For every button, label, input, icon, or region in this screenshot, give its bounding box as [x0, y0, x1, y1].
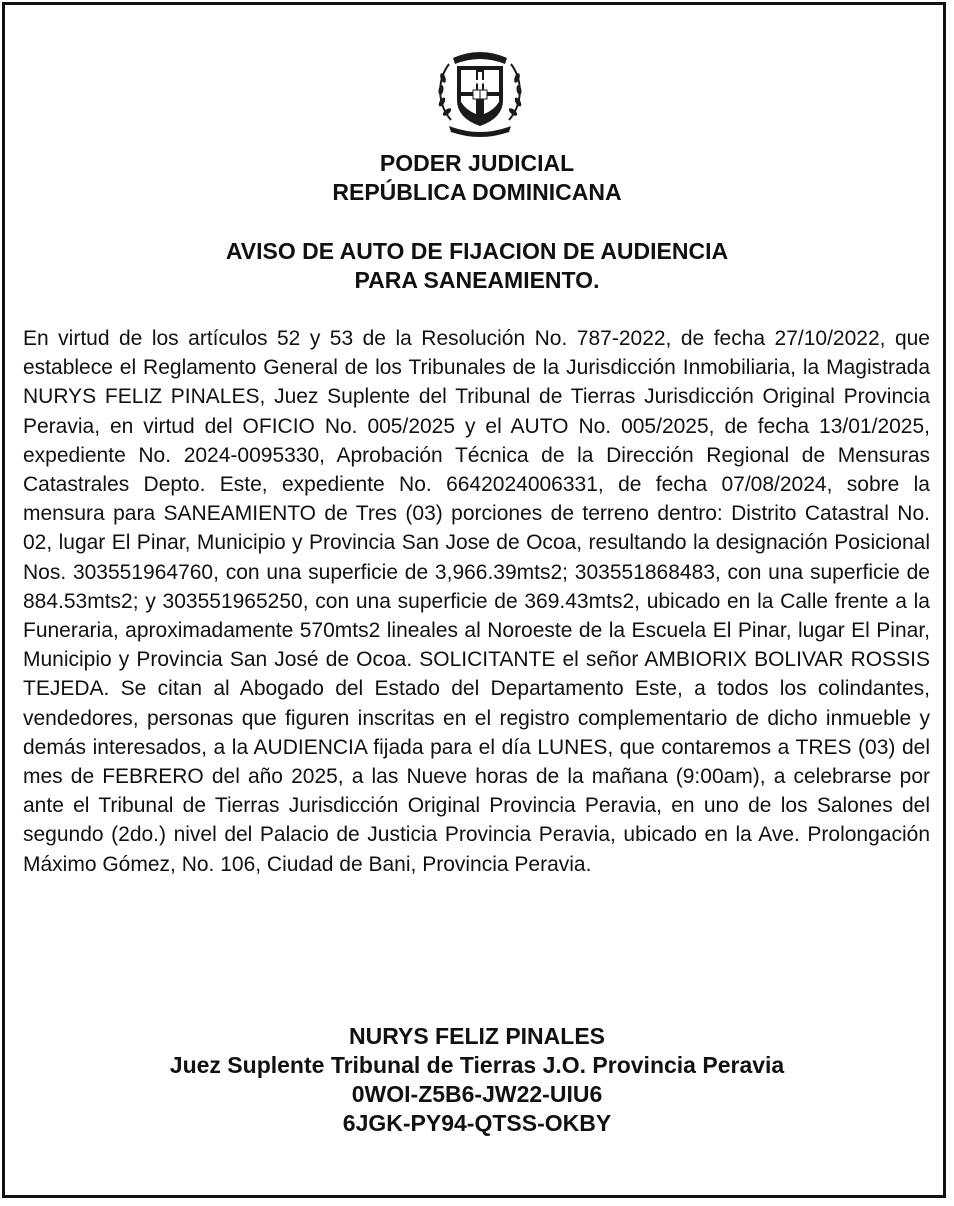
notice-title-line2: PARA SANEAMIENTO. — [354, 267, 600, 293]
signature-block — [5, 1022, 949, 1138]
header-block — [5, 149, 949, 207]
coat-of-arms-icon — [433, 42, 527, 138]
verification-code-2: 6JGK-PY94-QTSS-OKBY — [342, 1110, 612, 1136]
country-name: REPÚBLICA DOMINICANA — [332, 179, 622, 205]
signatory-name: NURYS FELIZ PINALES — [349, 1023, 605, 1049]
notice-title-line1: AVISO DE AUTO DE FIJACION DE AUDIENCIA — [225, 238, 729, 264]
notice-body: En virtud de los artículos 52 y 53 de la Resolución No. 787-2022, de fecha 27/10/2022, que establece el Reglamento General de los Tribunales de la Jurisdicción Inmobiliaria, la Magistrada NURYS FELIZ PINALES, Juez Suplente del Tribunal de Tierras Jurisdicción Original Provincia Peravia, en virtud del OFICIO No. 005/2025 y el AUTO No. 005/2025, de fecha 13/01/2025, expediente No. 2024-0095330, Aprobación Técnica de la Dirección Regional de Mensuras Catastrales Depto. Este, expediente No. 6642024006331, de fecha 07/08/2024, sobre la mensura para SANEAMIENTO de Tres (03) porciones de terreno dentro: Distrito Catastral No. 02, lugar El Pinar, Municipio y Provincia San Jose de Ocoa, resultando la designación Posicional Nos. 303551964760, con una superficie de 3,966.39mts2; 303551868483, con una superficie de 884.53mts2; y 303551965250, con una superficie de 369.43mts2, ubicado en la Calle frente a la Funeraria, aproximadamente 570mts2 lineales al Noroeste de la Escuela El Pinar, lugar El Pinar, Municipio y Provincia San José de Ocoa. SOLICITANTE el señor AMBIORIX BOLIVAR ROSSIS TEJEDA. Se citan al Abogado del Estado del Departamento Este, a todos los colindantes, vendedores, personas que figuren inscritas en el registro complementario de dicho inmueble y demás interesados, a la AUDIENCIA fijada para el día LUNES, que contaremos a TRES (03) del mes de FEBRERO del año 2025, a las Nueve horas de la mañana (9:00am), a celebrarse por ante el Tribunal de Tierras Jurisdicción Original Provincia Peravia, en uno de los Salones del segundo (2do.) nivel del Palacio de Justicia Provincia Peravia, ubicado en la Ave. Prolongación Máximo Gómez, No. 106, Ciudad de Bani, Provincia Peravia. — [23, 327, 930, 876]
signatory-role: Juez Suplente Tribunal de Tierras J.O. Provincia Peravia — [169, 1052, 785, 1078]
notice-title — [5, 237, 949, 295]
notice-frame — [2, 2, 946, 1198]
verification-code-1: 0WOI-Z5B6-JW22-UIU6 — [351, 1081, 603, 1107]
institution-name: PODER JUDICIAL — [379, 150, 575, 176]
